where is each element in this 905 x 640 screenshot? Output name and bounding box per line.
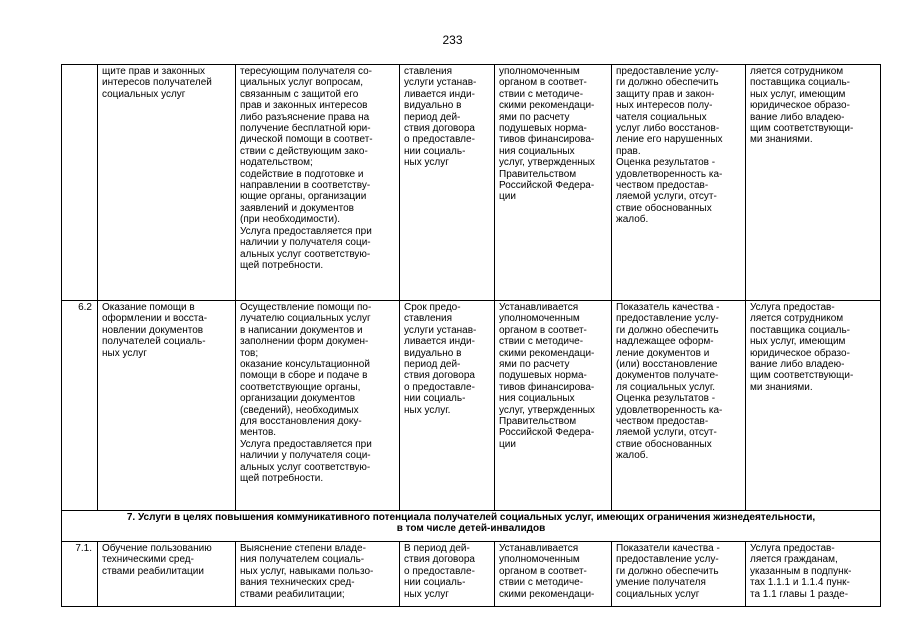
table-row [62,301,881,511]
services-table [61,64,881,607]
row-number [62,65,98,301]
service-description: Выяснение степени владе- ния получателем социаль- ных услуг, навыками пользо- вания технических сред- ствами реабилитации; [236,542,400,607]
section-title [62,511,881,542]
quality-indicators: Показатели качества - предоставление услу- ги должно обеспечить умение получателя социальных услуг [612,542,746,607]
service-term: В период дей- ствия договора о предоставле- нии социаль- ных услуг [400,542,495,607]
service-description: тересующим получателя со- циальных услуг вопросам, связанным с защитой его прав и законных интересов либо разъяснение права на получение бесплатной юри- дической помощи в соответ- ствии с действующим зако- нодательством; содействие в подготовке и направлении в соответству- ющие органы, организации заявлений и документов (при необходимости). Услуга предоставляется при наличии у получателя соци- альных услуг соответствую- щей потребности. [236,65,400,301]
service-cost: уполномоченным органом в соответ- ствии с методиче- скими рекомендаци- ями по расчету подушевых норма- тивов финансирова- ния социальных услуг, утвержденных Правительством Российской Федера- ции [495,65,612,301]
table-row [62,65,881,301]
page-number: 233 [442,33,463,47]
service-name: щите прав и законных интересов получателей социальных услуг [98,65,236,301]
service-term: ставления услуги устанав- ливается инди- видуально в период дей- ствия договора о предоставле- нии социаль- ных услуг [400,65,495,301]
section-title-line2: в том числе детей-инвалидов [396,523,546,535]
table-row [62,542,881,607]
service-conditions: ляется сотрудником поставщика социаль- ных услуг, имеющим юридическое образо- вание либо владею- щим соответствующи- ми знаниями. [746,65,881,301]
service-description: Осуществление помощи по- лучателю социальных услуг в написании документов и заполнении форм докумен- тов; оказание консультационной помощи в сборе и подаче в соответствующие органы, организации документов (сведений), необходимых для восстановления доку- ментов. Услуга предоставляется при наличии у получателя соци- альных услуг соответствую- щей потребности. [236,301,400,511]
section-header-row [62,511,881,542]
row-number: 6.2 [62,301,98,511]
service-conditions: Услуга предостав- ляется сотрудником поставщика социаль- ных услуг, имеющим юридическое образо- вание либо владею- щим соответствующи- ми знаниями. [746,301,881,511]
service-conditions: Услуга предостав- ляется гражданам, указанным в подпунк- тах 1.1.1 и 1.1.4 пунк- та 1.1 главы 1 разде- [746,542,881,607]
section-title-line1: 7. Услуги в целях повышения коммуникативного потенциала получателей социальных услуг, имеющих ограничения жизнедеятельности, [126,512,816,523]
quality-indicators: предоставление услу- ги должно обеспечить защиту прав и закон- ных интересов полу- чателя социальных услуг либо восстанов- ление его нарушенных прав. Оценка результатов - удовлетворенность ка- чеством предостав- ляемой услуги, отсут- ствие обоснованных жалоб. [612,65,746,301]
service-term: Срок предо- ставления услуги устанав- ливается инди- видуально в период дей- ствия договора о предоставле- нии социаль- ных услуг. [400,301,495,511]
service-cost: Устанавливается уполномоченным органом в соответ- ствии с методиче- скими рекомендаци- ями по расчету подушевых норма- тивов финансирова- ния социальных услуг, утвержденных Правительством Российской Федера- ции [495,301,612,511]
service-name: Обучение пользованию техническими сред- ствами реабилитации [98,542,236,607]
service-cost: Устанавливается уполномоченным органом в соответ- ствии с методиче- скими рекомендаци- [495,542,612,607]
row-number: 7.1. [62,542,98,607]
quality-indicators: Показатель качества - предоставление услу- ги должно обеспечить надлежащее оформ- ление документов и (или) восстановление документов получате- ля социальных услуг. Оценка результатов - удовлетворенность ка- чеством предостав- ляемой услуги, отсут- ствие обоснованных жалоб. [612,301,746,511]
service-name: Оказание помощи в оформлении и восста- новлении документов получателей социаль- ных услуг [98,301,236,511]
